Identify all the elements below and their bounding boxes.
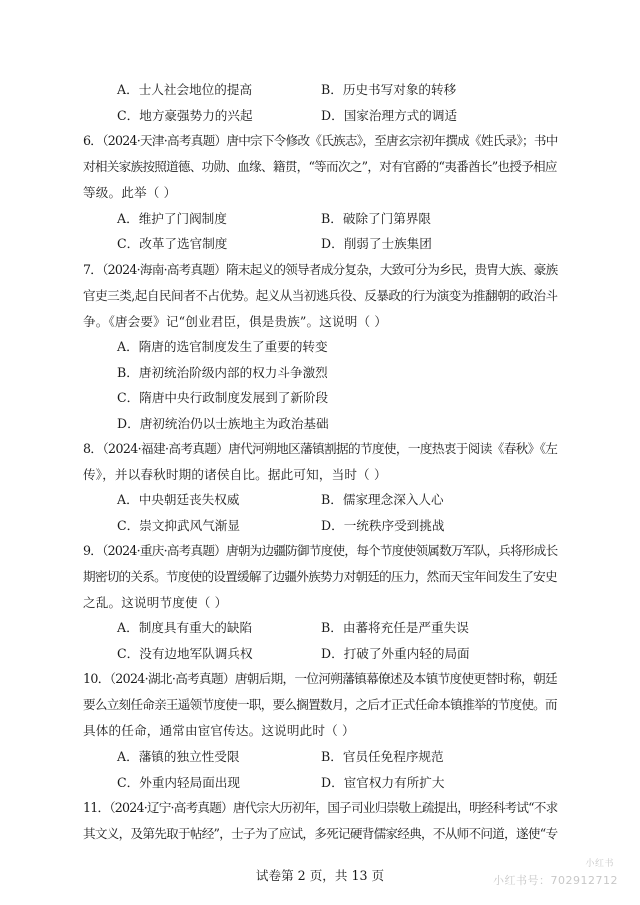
q10-option-b: B．官员任免程序规范	[321, 749, 444, 764]
q9-option-c: C．没有边地军队调兵权	[117, 646, 253, 661]
q10-stem-line-2: 要么立刻任命亲王遥领节度使一职，要么搁置数月，之后才正式任命本镇推举的节度使。而	[83, 697, 557, 712]
q5-option-a: A．士人社会地位的提高	[117, 82, 253, 97]
q9-stem-line-1: 9．（2024·重庆·高考真题）唐朝为边疆防御节度使，每个节度使领属数万军队，兵将形成长	[83, 543, 558, 558]
q9-stem-line-3: 之乱。这说明节度使（ ）	[83, 595, 228, 610]
q9-option-b: B．由蕃将充任是严重失误	[321, 620, 469, 635]
q7-stem-line-1: 7．（2024·海南·高考真题）隋末起义的领导者成分复杂，大致可分为乡民，贵胄大族、豪族	[83, 262, 558, 277]
q7-option-a: A．隋唐的选官制度发生了重要的转变	[117, 339, 328, 354]
q6-option-d: D．削弱了士族集团	[321, 236, 432, 251]
q7-option-c: C．隋唐中央行政制度发展到了新阶段	[117, 390, 329, 405]
q8-option-a: A．中央朝廷丧失权威	[117, 492, 240, 507]
q8-option-d: D．一统秩序受到挑战	[321, 518, 445, 533]
q8-option-b: B．儒家理念深入人心	[321, 492, 444, 507]
q7-stem-line-2: 官吏三类,起自民间者不占优势。起义从当初逃兵役、反暴政的行为演变为推翻朝的政治斗	[83, 288, 558, 303]
q6-option-a: A．维护了门阀制度	[117, 211, 227, 226]
q11-stem-line-1: 11．（2024·辽宁·高考真题）唐代宗大历初年，国子司业归崇敬上疏提出，明经科考试“不求	[83, 800, 558, 815]
watermark-text: 小红书号：702912712	[493, 874, 618, 887]
q10-stem-line-3: 具体的任命，通常由宦官传达。这说明此时（ ）	[83, 723, 355, 738]
q8-stem-line-1: 8．（2024·福建·高考真题）唐代河朔地区藩镇割据的节度使，一度热衷于阅读《春秋》《左	[83, 441, 558, 456]
q6-stem-line-3: 等级。此举（ ）	[83, 185, 177, 200]
q10-option-a: A．藩镇的独立性受限	[117, 749, 240, 764]
q8-option-c: C．崇文抑武风气渐显	[117, 518, 240, 533]
q5-option-c: C．地方豪强势力的兴起	[117, 108, 253, 123]
watermark-logo: 小红书	[585, 859, 614, 869]
q6-option-b: B．破除了门第界限	[321, 211, 432, 226]
q6-stem-line-2: 对相关家族按照道德、功勋、血缘、籍贯，“等而次之”，对有官爵的“夷番酋长”也授予相应	[83, 159, 557, 174]
q5-option-b: B．历史书写对象的转移	[321, 82, 457, 97]
q5-option-d: D．国家治理方式的调适	[321, 108, 458, 123]
q7-stem-line-3: 争。《唐会要》记“创业君臣，俱是贵族”。这说明（ ）	[83, 314, 388, 329]
q10-option-c: C．外重内轻局面出现	[117, 775, 240, 790]
q10-stem-line-1: 10．（2024·湖北·高考真题）唐朝后期，一位河朔藩镇幕僚述及本镇节度使更替时称，朝廷	[83, 671, 557, 686]
watermark	[468, 856, 618, 896]
q6-option-c: C．改革了选官制度	[117, 236, 228, 251]
q7-option-d: D．唐初统治仍以士族地主为政治基础	[117, 416, 329, 431]
q9-option-a: A．制度具有重大的缺陷	[117, 620, 253, 635]
page-number-footer: 试卷第 2 页，共 13 页	[255, 868, 385, 883]
q8-stem-line-2: 传》，并以春秋时期的诸侯自比。据此可知，当时（ ）	[83, 467, 387, 482]
q9-option-d: D．打破了外重内轻的局面	[321, 646, 470, 661]
q6-stem-line-1: 6．（2024·天津·高考真题）唐中宗下令修改《氏族志》，至唐玄宗初年撰成《姓氏录》；书中	[83, 133, 558, 148]
q10-option-d: D．宦官权力有所扩大	[321, 775, 445, 790]
q9-stem-line-2: 期密切的关系。节度使的设置缓解了边疆外族势力对朝廷的压力，然而天宝年间发生了安史	[83, 569, 557, 584]
q11-stem-line-2: 其文义，及第先取于帖经”，士子为了应试，多死记硬背儒家经典，不从师不问道，遂使“专	[83, 826, 558, 841]
q7-option-b: B．唐初统治阶级内部的权力斗争激烈	[117, 365, 328, 380]
